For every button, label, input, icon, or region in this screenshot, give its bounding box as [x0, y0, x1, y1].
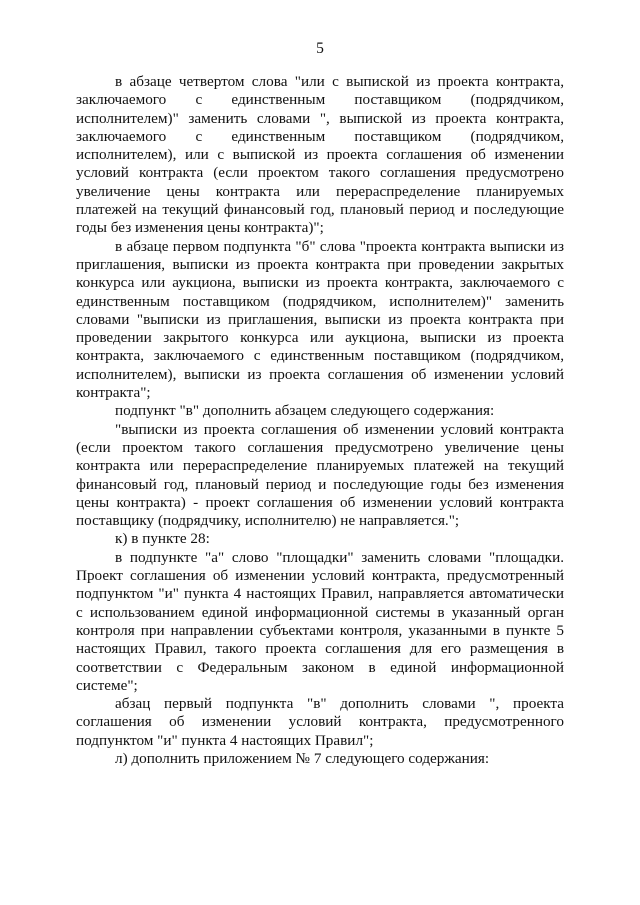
paragraph-amend-subpoint-b: в абзаце первом подпункта "б" слова "проекта контракта выписки из приглашения, выписки из проекта контракта при проведении закрытых конкурса или аукциона, выписки из проекта контракта, заключаемого с единственным поставщиком (подрядчиком, исполнителем)" заменить словами "выписки из приглашения, выписки из проекта контракта при проведении закрытого конкурса или аукциона, выписки из проекта контракта, заключаемого с единственным поставщиком (подрядчиком, исполнителем), выписки из проекта соглашения об изменении условий контракта";	[76, 237, 564, 402]
paragraph-subpoint-v-text: "выписки из проекта соглашения об изменении условий контракта (если проектом такого соглашения предусмотрено увеличение цены контракта или перераспределение планируемых платежей на текущий финансовый год, плановый период и последующие годы без изменения цены контракта) - проект соглашения об изменении условий контракта поставщику (подрядчику, исполнителю) не направляется.";	[76, 420, 564, 530]
document-body	[76, 73, 564, 768]
paragraph-amend-fourth-abzac: в абзаце четвертом слова "или с выпиской из проекта контракта, заключаемого с единственным поставщиком (подрядчиком, исполнителем)" заменить словами ", выпиской из проекта контракта, заключаемого с единственным поставщиком (подрядчиком, исполнителем), или с выпиской из проекта соглашения об изменении условий контракта (если проектом такого соглашения предусмотрено увеличение цены контракта или перераспределение планируемых платежей на текущий финансовый год, плановый период и последующие годы без изменения цены контракта)";	[76, 73, 564, 237]
paragraph-subpoint-v-amend: абзац первый подпункта "в" дополнить словами ", проекта соглашения об изменении условий контракта, предусмотренного подпунктом "и" пункта 4 настоящих Правил";	[76, 695, 564, 749]
paragraph-subpoint-v-intro: подпункт "в" дополнить абзацем следующего содержания:	[115, 402, 495, 420]
page-number: 5	[316, 40, 324, 57]
paragraph-appendix-7: л) дополнить приложением № 7 следующего содержания:	[115, 749, 490, 767]
paragraph-point-28-heading: к) в пункте 28:	[115, 530, 210, 548]
paragraph-subpoint-a-amend: в подпункте "а" слово "площадки" заменить словами "площадки. Проект соглашения об изменении условий контракта, предусмотренный подпунктом "и" пункта 4 настоящих Правил, направляется автоматически с использованием единой информационной системы в указанный орган контроля при направлении субъектами контроля, указанными в пункте 5 настоящих Правил, такого проекта соглашения для его размещения в соответствии с Федеральным законом в единой информационной системе";	[76, 548, 564, 694]
